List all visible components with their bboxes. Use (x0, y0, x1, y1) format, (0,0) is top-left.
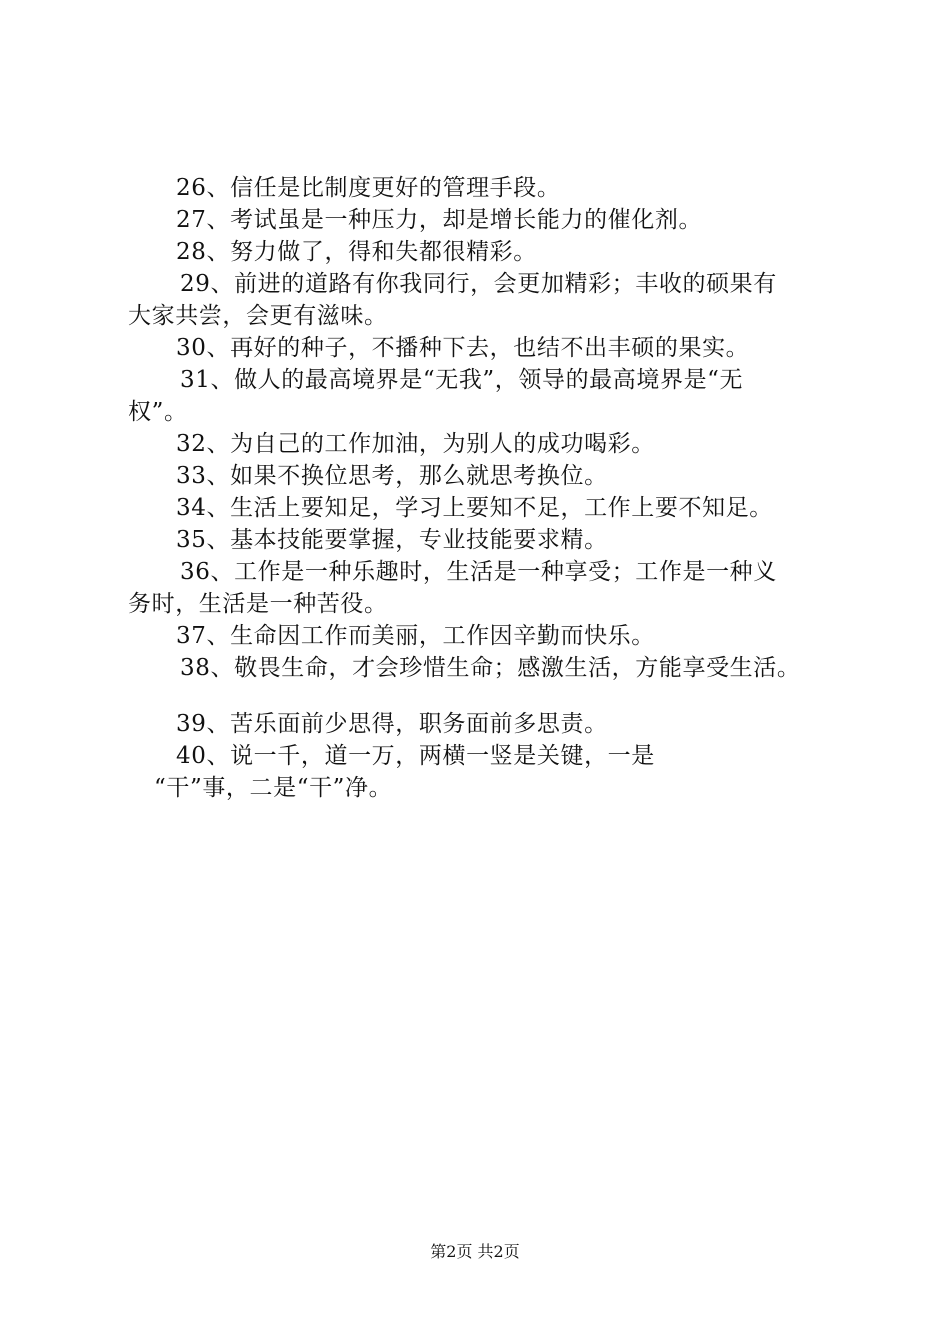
text-line-28: 28、努力做了，得和失都很精彩。 (176, 239, 537, 265)
text-line-36: 36、工作是一种乐趣时，生活是一种享受；工作是一种义 (180, 559, 777, 585)
text-line-26: 26、信任是比制度更好的管理手段。 (176, 175, 561, 201)
paragraph-gap (128, 684, 848, 708)
text-line-31: 31、做人的最高境界是“无我”，领导的最高境界是“无 (180, 367, 744, 393)
text-line-40: 40、说一千，道一万，两横一竖是关键，一是 (176, 743, 655, 769)
text-line-37: 37、生命因工作而美丽，工作因辛勤而快乐。 (176, 623, 655, 649)
text-line-33: 33、如果不换位思考，那么就思考换位。 (176, 463, 608, 489)
text-line-35: 35、基本技能要掌握，专业技能要求精。 (176, 527, 608, 553)
text-line-29-continued: 大家共尝，会更有滋味。 (128, 303, 388, 329)
document-body (128, 172, 848, 804)
text-line-27: 27、考试虽是一种压力，却是增长能力的催化剂。 (176, 207, 703, 233)
text-line-38: 38、敬畏生命，才会珍惜生命；感激生活，方能享受生活。 (180, 655, 801, 681)
text-line-32: 32、为自己的工作加油，为别人的成功喝彩。 (176, 431, 655, 457)
text-line-40-continued: “干”事，二是“干”净。 (154, 775, 393, 801)
text-line-39: 39、苦乐面前少思得，职务面前多思责。 (176, 711, 608, 737)
text-line-34: 34、生活上要知足，学习上要知不足，工作上要不知足。 (176, 495, 773, 521)
page-footer: 第2页 共2页 (430, 1242, 520, 1261)
text-line-29: 29、前进的道路有你我同行，会更加精彩；丰收的硕果有 (180, 271, 777, 297)
text-line-30: 30、再好的种子，不播种下去，也结不出丰硕的果实。 (176, 335, 750, 361)
text-line-31-continued: 权”。 (128, 399, 188, 425)
text-line-36-continued: 务时，生活是一种苦役。 (128, 591, 388, 617)
